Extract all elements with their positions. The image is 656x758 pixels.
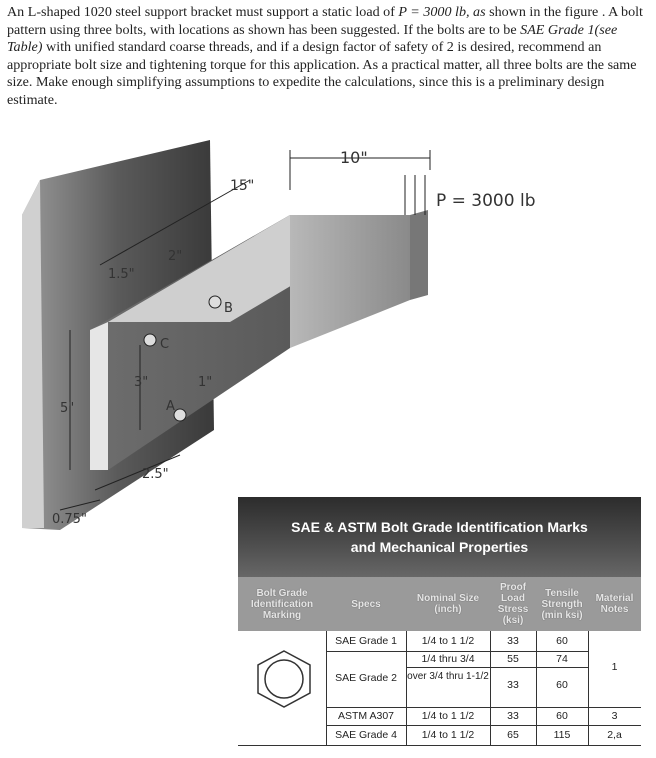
dim-5: 5" [60,401,75,416]
bolt-a-label: A [166,399,175,414]
row2-size: 1/4 thru 3/4 [421,653,475,665]
bolt-c-label: C [160,337,170,352]
header-proof: Proof Load Stress (ksi) [497,582,529,626]
row1-tensile: 60 [556,635,568,647]
bolt-b-label: B [224,301,233,316]
problem-statement [7,4,647,110]
row2-tensile: 74 [556,653,568,665]
row2-proof: 55 [507,653,519,665]
grade-reference: SAE Grade 1(see Table) [7,21,618,56]
problem-text-1: An L-shaped 1020 steel support bracket must support a static load of [7,4,399,20]
dim-10: 10" [340,148,368,167]
load-label: P = 3000 lb [436,191,536,211]
table-header-row [238,577,641,631]
dim-2: 2" [168,249,183,264]
load-value: P = 3000 lb, as [398,4,486,20]
row5-size: 1/4 to 1 1/2 [421,729,475,741]
dim-1: 1" [198,375,213,390]
flange-edge [90,322,108,470]
row5-notes: 2,a [607,729,622,741]
header-tensile: Tensile Strength (min ksi) [541,587,583,621]
header-marking: Bolt Grade Identification Marking [250,587,314,621]
header-notes: Material Notes [595,593,634,615]
dim-3: 3" [134,375,149,390]
row4-size: 1/4 to 1 1/2 [421,710,475,722]
table-title [238,497,641,581]
row3-spec: SAE Grade 2 [335,672,397,684]
row5-proof: 65 [507,729,519,741]
row1-size: 1/4 to 1 1/2 [421,635,475,647]
hex-bolt-icon [256,649,312,709]
row1-spec: SAE Grade 1 [335,635,397,647]
header-specs: Specs [351,598,381,610]
row2-notes: 1 [611,661,618,673]
row3-proof: 33 [507,679,519,691]
bracket-arm [290,215,410,348]
row5-spec: SAE Grade 4 [335,729,397,741]
bracket-figure [0,130,656,550]
bolt-grade-table [238,497,641,749]
dim-15: 15" [230,178,255,194]
table-title-line-2: and Mechanical Properties [350,539,529,555]
arm-end [410,210,428,300]
bolt-a [174,409,186,421]
bolt-c [144,334,156,346]
dim-0-75: 0.75" [52,512,87,527]
problem-text-3: with unified standard coarse threads, and if a design factor of safety of 2 is desired, recommend an appropriate bolt size and tightening torque for this application. As a practical matter, all three bolts are the same size. Make enough simplifying assumptions to expedite the calculations, since this is a preliminary design estimate. [7,39,637,108]
table-title-line-1: SAE & ASTM Bolt Grade Identification Marks [291,519,588,535]
row3-tensile: 60 [556,679,568,691]
problem-text-2: shown in the figure . A bolt pattern using three bolts, with locations as shown has been suggested. If the bolts are to be [7,4,643,38]
row4-tensile: 60 [556,710,568,722]
row3-size: over 3/4 thru 1-1/2 [407,671,489,682]
row1-proof: 33 [507,635,519,647]
row4-spec: ASTM A307 [337,710,395,722]
header-size: Nominal Size (inch) [416,593,480,615]
dim-1-5: 1.5" [108,267,135,282]
bolt-b [209,296,221,308]
row4-proof: 33 [507,710,519,722]
dim-2-5: 2.5" [142,467,169,482]
row4-notes: 3 [611,710,618,722]
row5-tensile: 115 [553,729,571,741]
